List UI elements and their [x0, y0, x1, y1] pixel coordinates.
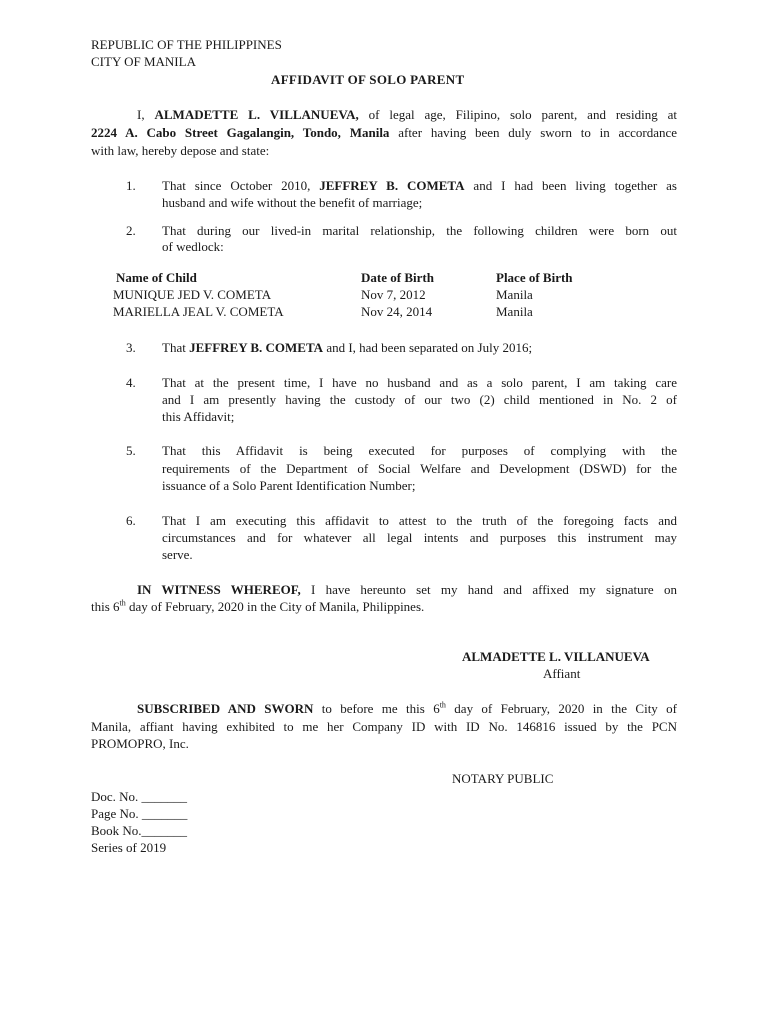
table-cell-dob: Nov 24, 2014: [361, 304, 433, 319]
table-cell-pob: Manila: [496, 304, 533, 319]
page-number: Page No. _______: [91, 806, 188, 821]
item-2-line-2: of wedlock:: [162, 239, 224, 254]
item-number: 5.: [126, 443, 136, 458]
subscribed-line-3: PROMOPRO, Inc.: [91, 736, 189, 751]
item-6-line-3: serve.: [162, 547, 193, 562]
notary-public-label: NOTARY PUBLIC: [452, 771, 554, 786]
doc-number: Doc. No. _______: [91, 789, 188, 804]
affiant-name: ALMADETTE L. VILLANUEVA,: [154, 107, 359, 122]
table-header-name: Name of Child: [116, 270, 197, 285]
item-number: 3.: [126, 340, 136, 355]
table-cell-pob: Manila: [496, 287, 533, 302]
item-1-line-1: That since October 2010, JEFFREY B. COMETA and I had been living together as: [162, 178, 677, 193]
witness-line-2: this 6th day of February, 2020 in the City of Manila, Philippines.: [91, 598, 425, 614]
item-4-line-1: That at the present time, I have no husband and as a solo parent, I am taking care: [162, 375, 677, 390]
item-number: 4.: [126, 375, 136, 390]
affiant-address: 2224 A. Cabo Street Gagalangin, Tondo, Manila: [91, 125, 390, 140]
subscribed-line-2: Manila, affiant having exhibited to me her Company ID with ID No. 146816 issued by the PCN: [91, 719, 677, 734]
series-year: Series of 2019: [91, 840, 167, 855]
item-5-line-2: requirements of the Department of Social Welfare and Development (DSWD) for the: [162, 461, 677, 476]
item-3-line-1: That JEFFREY B. COMETA and I, had been separated on July 2016;: [162, 340, 533, 355]
republic-heading: REPUBLIC OF THE PHILIPPINES: [91, 37, 282, 52]
item-number: 1.: [126, 178, 136, 193]
table-cell-dob: Nov 7, 2012: [361, 287, 426, 302]
intro-line-3: with law, hereby depose and state:: [91, 143, 270, 158]
witness-line-1: IN WITNESS WHEREOF, I have hereunto set my hand and affixed my signature on: [137, 582, 677, 597]
item-6-line-1: That I am executing this affidavit to attest to the truth of the foregoing facts and: [162, 513, 677, 528]
item-number: 6.: [126, 513, 136, 528]
item-5-line-1: That this Affidavit is being executed for purposes of complying with the: [162, 443, 677, 458]
item-5-line-3: issuance of a Solo Parent Identification Number;: [162, 478, 416, 493]
item-1-line-2: husband and wife without the benefit of marriage;: [162, 195, 423, 210]
subscribed-line-1: SUBSCRIBED AND SWORN to before me this 6th day of February, 2020 in the City of: [137, 700, 678, 716]
intro-line-1: I, ALMADETTE L. VILLANUEVA, of legal age, Filipino, solo parent, and residing at: [137, 107, 677, 122]
city-heading: CITY OF MANILA: [91, 54, 196, 69]
book-number: Book No._______: [91, 823, 188, 838]
item-4-line-2: and I am presently having the custody of our two (2) child mentioned in No. 2 of: [162, 392, 677, 407]
table-cell-name: MARIELLA JEAL V. COMETA: [113, 304, 284, 319]
signatory-name: ALMADETTE L. VILLANUEVA: [462, 649, 650, 664]
table-header-dob: Date of Birth: [361, 270, 434, 285]
table-header-pob: Place of Birth: [496, 270, 573, 285]
table-cell-name: MUNIQUE JED V. COMETA: [113, 287, 272, 302]
item-number: 2.: [126, 223, 136, 238]
document-title: AFFIDAVIT OF SOLO PARENT: [271, 72, 465, 87]
signatory-role: Affiant: [543, 666, 581, 681]
item-2-line-1: That during our lived-in marital relationship, the following children were born out: [162, 223, 677, 238]
item-4-line-3: this Affidavit;: [162, 409, 235, 424]
intro-line-2: 2224 A. Cabo Street Gagalangin, Tondo, Manila after having been duly sworn to in accordance: [91, 125, 677, 140]
item-6-line-2: circumstances and for whatever all legal intents and purposes this instrument may: [162, 530, 677, 545]
